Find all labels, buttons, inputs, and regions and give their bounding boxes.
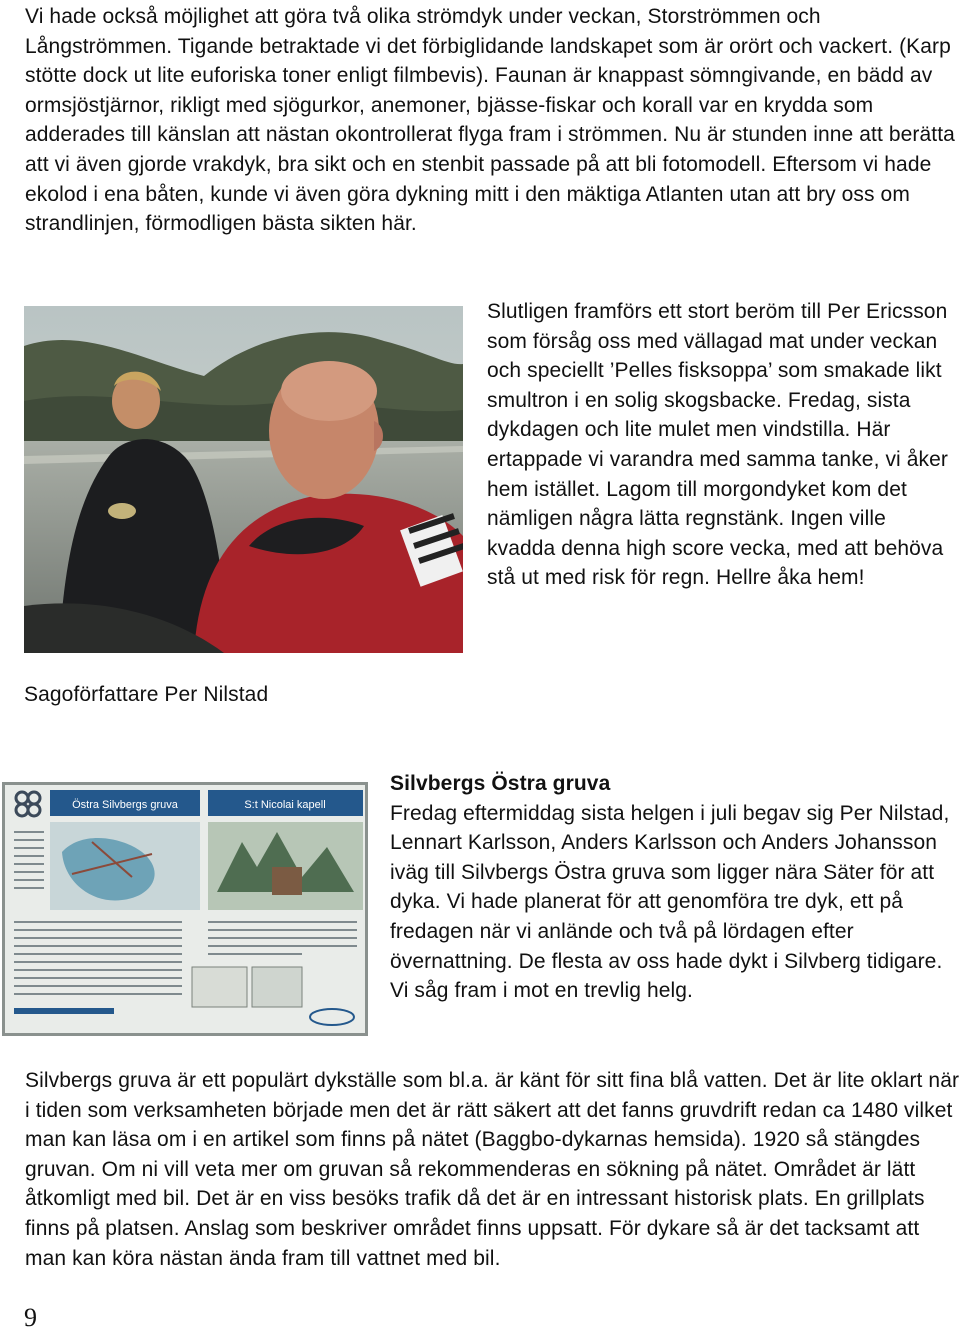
- sign-title-left: Östra Silvbergs gruva: [72, 799, 178, 811]
- info-sign-photo: [2, 782, 368, 1036]
- info-sign-image: [2, 782, 368, 1036]
- photo-caption: Sagoförfattare Per Nilstad: [24, 683, 269, 706]
- page-number: 9: [24, 1303, 37, 1332]
- section-intro-paragraph: Fredag eftermiddag sista helgen i juli begav sig Per Nilstad, Lennart Karlsson, Anders Karlsson och Anders Johansson iväg till Silvbergs Östra gruva som ligger nära Säter för att dyka. Vi hade planerat för att genomföra tre dyk, ett på fredagen när vi anlände och två på lördagen efter övernattning. De flesta av oss hade dykt i Silvberg tidigare. Vi såg fram i mot en trevlig helg.: [390, 801, 950, 1003]
- boat-photo-image: [24, 306, 463, 653]
- section-body-paragraph: Silvbergs gruva är ett populärt dykställe som bl.a. är känt för sitt fina blå vatten. Det är lite oklart när i tiden som verksamheten började men det är rätt säkert att det fanns gruvdrift redan ca 1480 vilket man kan läsa om i en artikel som finns på nätet (Baggbo-dykarnas hemsida). 1920 så stängdes gruvan. Om ni vill veta mer om gruvan så rekommenderas en sökning på nätet. Området är lätt åtkomligt med bil. Det är en viss besöks trafik då det är en intressant historisk plats. En grillplats finns på platsen. Anslag som beskriver området finns uppsatt. För dykare så är det tacksamt att man kan köra nästan ända fram till vattnet med bil.: [25, 1069, 960, 1270]
- section-silvbergs: [390, 769, 960, 1006]
- intro-paragraph: Vi hade också möjlighet att göra två olika strömdyk under veckan, Storströmmen och Långströmmen. Tigande betraktade vi det förbiglidande landskapet som är orört och vackert. (Karp stötte dock ut lite euforiska toner enligt filmbevis). Faunan är knappast sömngivande, en bädd av ormsjöstjärnor, rikligt med sjögurkor, anemoner, bjässe-fiskar och korall var en krydda som adderades till känslan att nästan okontrollerat flyga fram i strömmen. Nu är stunden inne att berätta att vi även gjorde vrakdyk, bra sikt och en stenbit passade på att bli fotomodell. Eftersom vi hade ekolod i ena båten, kunde vi även göra dykning mitt i den mäktiga Atlanten utan att bry oss om strandlinjen, förmodligen bästa sikten här.: [25, 5, 955, 236]
- closing-paragraph: Slutligen framförs ett stort beröm till Per Ericsson som försåg oss med vällagad mat under veckan och speciellt ’Pelles fisksoppa’ som smakade likt smultron i en solig skogsbacke. Fredag, sista dykdagen och lite mulet men vindstilla. Här ertappade vi varandra med samma tanke, vi åker hem istället. Lagom till morgondyket kom det nämligen några lätta regnstänk. Ingen ville kvadda denna high score vecka, med att behöva stå ut med risk för regn. Hellre åka hem!: [487, 300, 948, 590]
- sign-title-right: S:t Nicolai kapell: [244, 799, 326, 811]
- section-heading: Silvbergs Östra gruva: [390, 772, 611, 795]
- boat-photo: [24, 306, 463, 653]
